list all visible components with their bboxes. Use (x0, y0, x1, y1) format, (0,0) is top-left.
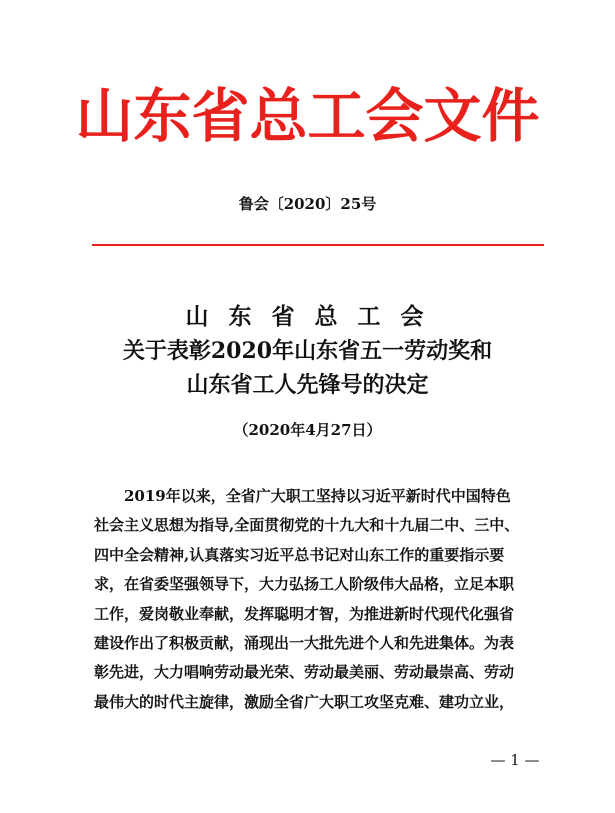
body-paragraph (94, 482, 542, 717)
body-line: 社会主义思想为指导,全面贯彻党的十九大和十九届二中、三中、 (94, 516, 520, 535)
title-line-1: 关于表彰2020年山东省五一劳动奖和 (122, 338, 493, 364)
body-line: 四中全会精神,认真落实习近平总书记对山东工作的重要指示要 (94, 545, 505, 564)
body-line: 2019年以来，全省广大职工坚持以习近平新时代中国特色 (94, 487, 511, 505)
decision-date: （2020年4月27日） (233, 421, 382, 439)
issuing-organization: 山 东 省 总 工 会 (185, 303, 430, 330)
page-number: — 1 — (490, 751, 540, 769)
red-separator-line (92, 244, 544, 246)
body-line: 建设作出了积极贡献，涌现出一大批先进个人和先进集体。为表 (94, 633, 515, 652)
document-number: 鲁会〔2020〕25号 (238, 195, 377, 213)
body-line: 求，在省委坚强领导下，大力弘扬工人阶级伟大品格，立足本职 (94, 575, 515, 594)
body-line: 工作，爱岗敬业奉献，发挥聪明才智，为推进新时代现代化强省 (94, 604, 515, 623)
title-line-2: 山东省工人先锋号的决定 (186, 372, 429, 398)
document-title-block (0, 300, 615, 402)
body-line: 最伟大的时代主旋律，激励全省广大职工攻坚克难、建功立业， (94, 692, 515, 711)
document-header-title: 山东省总工会文件 (75, 82, 540, 150)
body-line: 彰先进，大力唱响劳动最光荣、劳动最美丽、劳动最崇高、劳动 (94, 663, 515, 682)
